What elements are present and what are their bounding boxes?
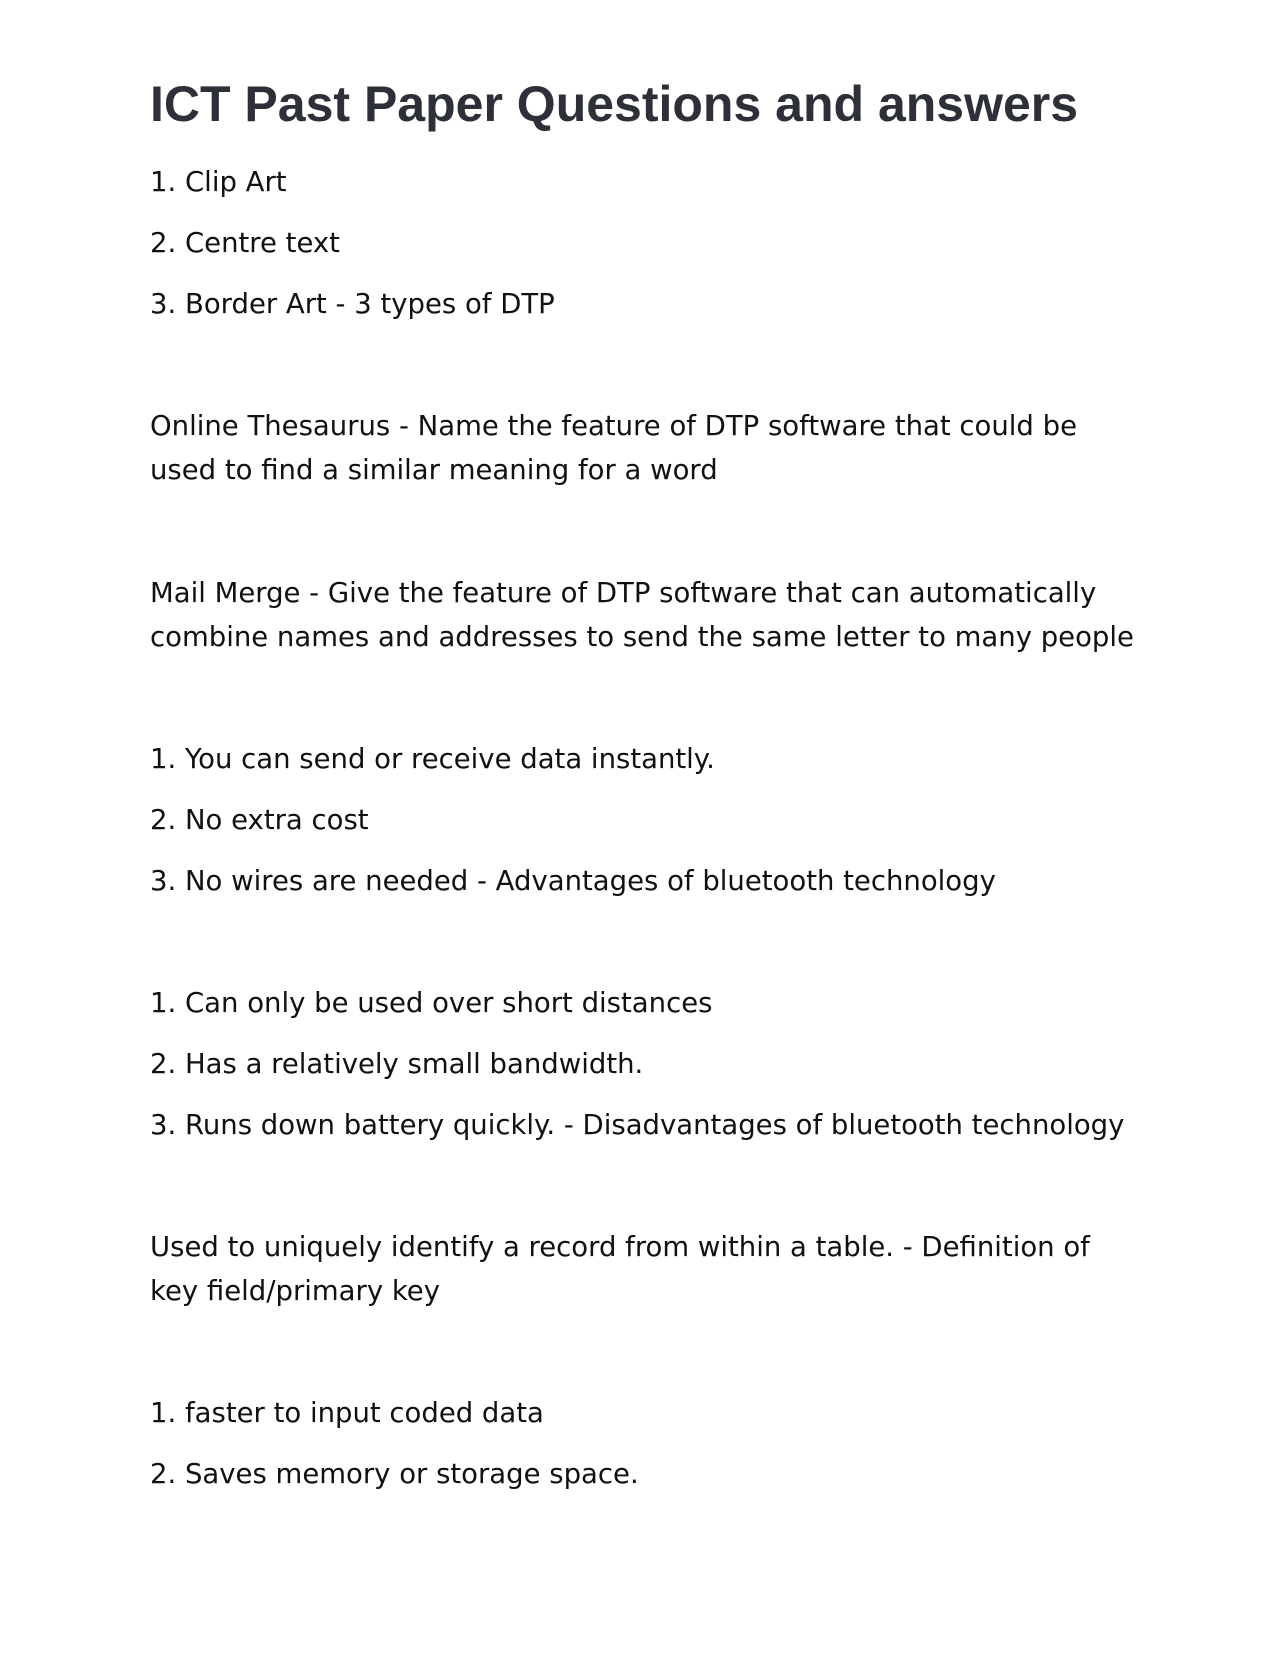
answer-line: Mail Merge - Give the feature of DTP software that can automatically — [150, 577, 1097, 609]
answer-line: 1. You can send or receive data instantly. — [150, 743, 715, 775]
answer-line: 3. Runs down battery quickly. - Disadvantages of bluetooth technology — [150, 1109, 1125, 1141]
answer-line: 3. No wires are needed - Advantages of bluetooth technology — [150, 865, 996, 897]
answer-line: Used to uniquely identify a record from within a table. - Definition of — [150, 1231, 1090, 1263]
answer-line: 1. Clip Art — [150, 166, 287, 198]
answer-line: 2. Has a relatively small bandwidth. — [150, 1048, 644, 1080]
answer-line: 1. faster to input coded data — [150, 1397, 544, 1429]
answer-line: used to find a similar meaning for a word — [150, 454, 718, 486]
answer-line: 2. No extra cost — [150, 804, 369, 836]
answer-line: Online Thesaurus - Name the feature of DTP software that could be — [150, 410, 1077, 442]
page-title: ICT Past Paper Questions and answers — [150, 76, 1079, 132]
answer-line: 2. Centre text — [150, 227, 340, 259]
answer-line: key field/primary key — [150, 1275, 440, 1307]
answer-line: combine names and addresses to send the same letter to many people — [150, 621, 1134, 653]
answer-line: 2. Saves memory or storage space. — [150, 1458, 639, 1490]
answer-line: 3. Border Art - 3 types of DTP — [150, 288, 555, 320]
answer-line: 1. Can only be used over short distances — [150, 987, 713, 1019]
